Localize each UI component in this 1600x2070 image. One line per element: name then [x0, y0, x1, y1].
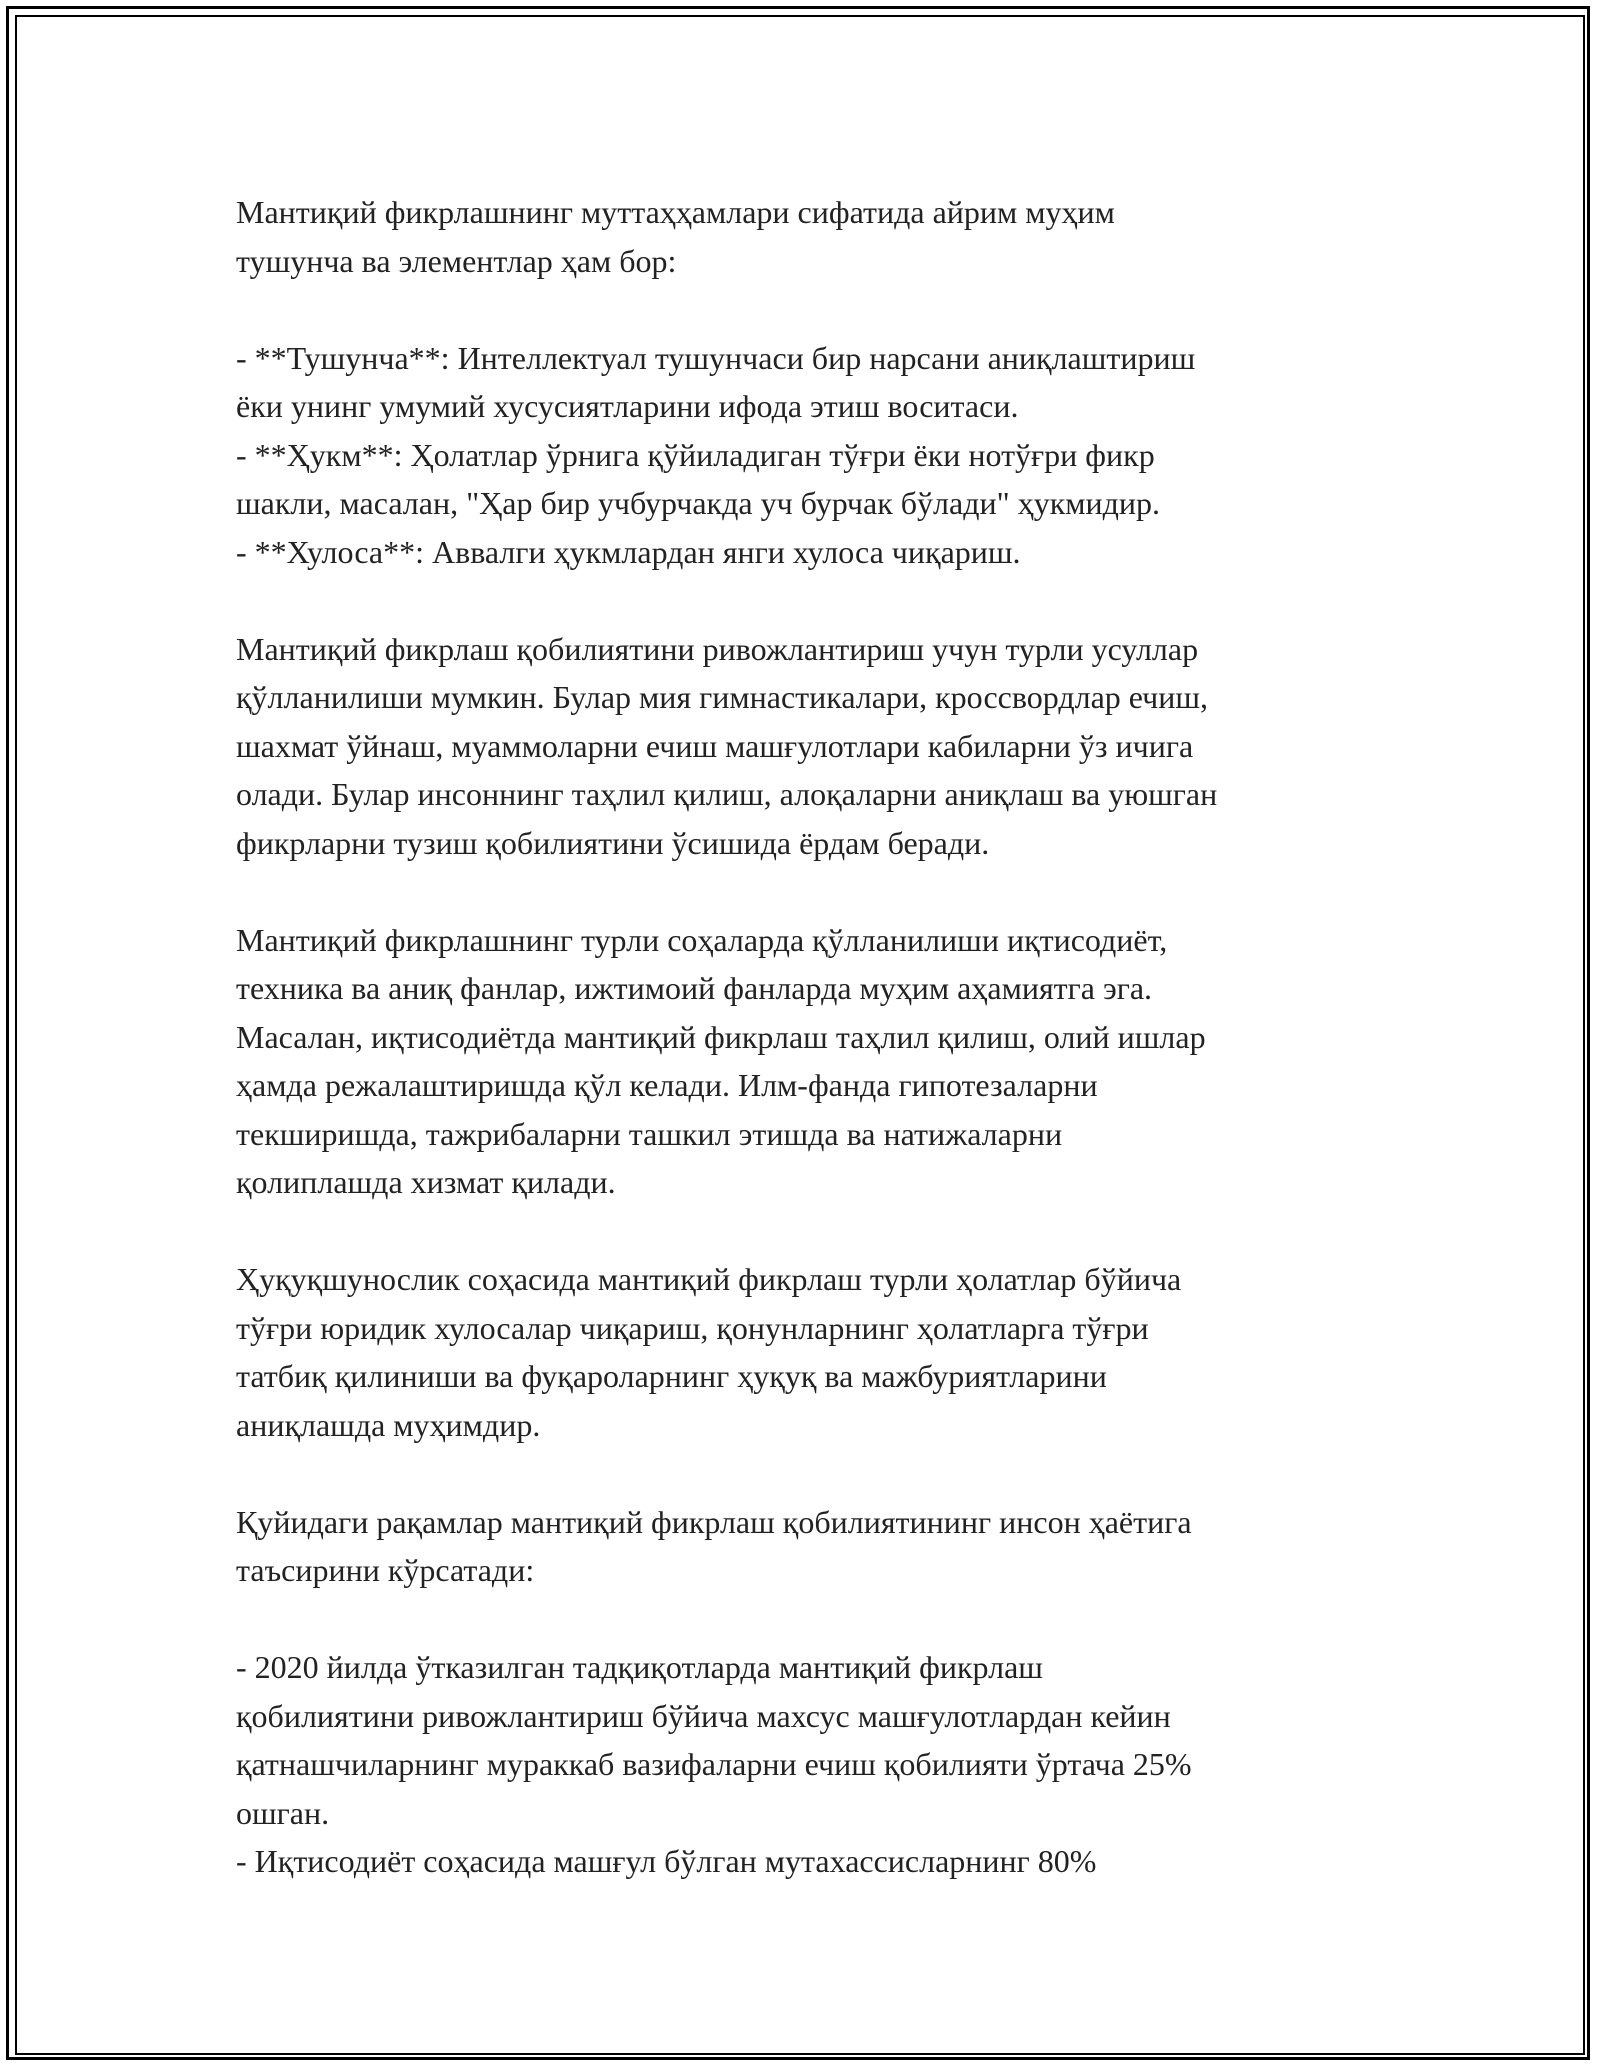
list-item-study-2020: [236, 1643, 1416, 1837]
text-line: қобилиятини ривожлантириш бўйича махсус машғулотлардан кейин: [236, 1697, 1171, 1734]
text-line: татбиқ қилиниши ва фуқароларнинг ҳуқуқ ва мажбуриятларини: [236, 1358, 1107, 1394]
text-line: қўлланилиши мумкин. Булар мия гимнастикалари, кроссвордлар ечиш,: [236, 679, 1209, 715]
law-paragraph: [236, 1255, 1416, 1449]
text-line: ёки унинг умумий хусусиятларини ифода этиш воситаси.: [236, 388, 1019, 424]
text-line: шахмат ўйнаш, муаммоларни ечиш машғулотлари кабиларни ўз ичига: [236, 727, 1194, 764]
text-line: қатнашчиларнинг мураккаб вазифаларни ечиш қобилияти ўртача 25%: [236, 1746, 1192, 1782]
statistics-list: [236, 1643, 1416, 1886]
fields-paragraph: [236, 916, 1416, 1207]
text-line: тушунча ва элементлар ҳам бор:: [236, 242, 677, 279]
text-line: фикрларни тузиш қобилиятини ўсишида ёрдам беради.: [236, 824, 990, 861]
text-line: Мантиқий фикрлашнинг муттаҳҳамлари сифатида айрим муҳим: [236, 194, 1115, 230]
text-line: текширишда, тажрибаларни ташкил этишда ва натижаларни: [236, 1115, 1063, 1152]
definitions-list: [236, 334, 1416, 577]
text-line: Мантиқий фикрлаш қобилиятини ривожлантириш учун турли усуллар: [236, 630, 1199, 667]
text-line: Ҳуқуқшунослик соҳасида мантиқий фикрлаш турли ҳолатлар бўйича: [236, 1261, 1182, 1297]
list-item-concept: [236, 334, 1416, 431]
text-line: - **Тушунча**: Интеллектуал тушунчаси бир нарсани аниқлаштириш: [236, 339, 1196, 376]
document-body: [236, 188, 1416, 1934]
numbers-intro-paragraph: [236, 1498, 1416, 1595]
text-line: шакли, масалан, "Ҳар бир учбурчакда уч бурчак бўлади" ҳукмидир.: [236, 485, 1161, 521]
text-line: тўғри юридик хулосалар чиқариш, қонунларнинг ҳолатларга тўғри: [236, 1309, 1149, 1346]
text-line: - 2020 йилда ўтказилган тадқиқотларда мантиқий фикрлаш: [236, 1649, 1043, 1685]
list-item-economics-specialists: [236, 1837, 1416, 1886]
text-line: Мантиқий фикрлашнинг турли соҳаларда қўлланилиши иқтисодиёт,: [236, 921, 1168, 958]
text-line: қолиплашда хизмат қилади.: [236, 1164, 616, 1200]
intro-paragraph: [236, 188, 1416, 285]
text-line: - **Хулоса**: Аввалги ҳукмлардан янги хулоса чиқариш.: [236, 533, 1021, 570]
methods-paragraph: [236, 625, 1416, 868]
text-line: техника ва аниқ фанлар, ижтимоий фанларда муҳим аҳамиятга эга.: [236, 970, 1153, 1006]
text-line: Масалан, иқтисодиётда мантиқий фикрлаш таҳлил қилиш, олий ишлар: [236, 1018, 1206, 1055]
text-line: - **Ҳукм**: Ҳолатлар ўрнига қўйиладиган тўғри ёки нотўғри фикр: [236, 436, 1155, 473]
text-line: таъсирини кўрсатади:: [236, 1552, 535, 1588]
text-line: аниқлашда муҳимдир.: [236, 1406, 541, 1443]
list-item-judgment: [236, 431, 1416, 528]
text-line: - Иқтисодиёт соҳасида машғул бўлган мутахассисларнинг 80%: [236, 1843, 1097, 1879]
text-line: ошган.: [236, 1794, 330, 1831]
text-line: олади. Булар инсоннинг таҳлил қилиш, алоқаларни аниқлаш ва уюшган: [236, 776, 1218, 812]
list-item-conclusion: [236, 528, 1416, 577]
text-line: ҳамда режалаштиришда қўл келади. Илм-фанда гипотезаларни: [236, 1067, 1098, 1103]
text-line: Қуйидаги рақамлар мантиқий фикрлаш қобилиятининг инсон ҳаётига: [236, 1503, 1192, 1540]
